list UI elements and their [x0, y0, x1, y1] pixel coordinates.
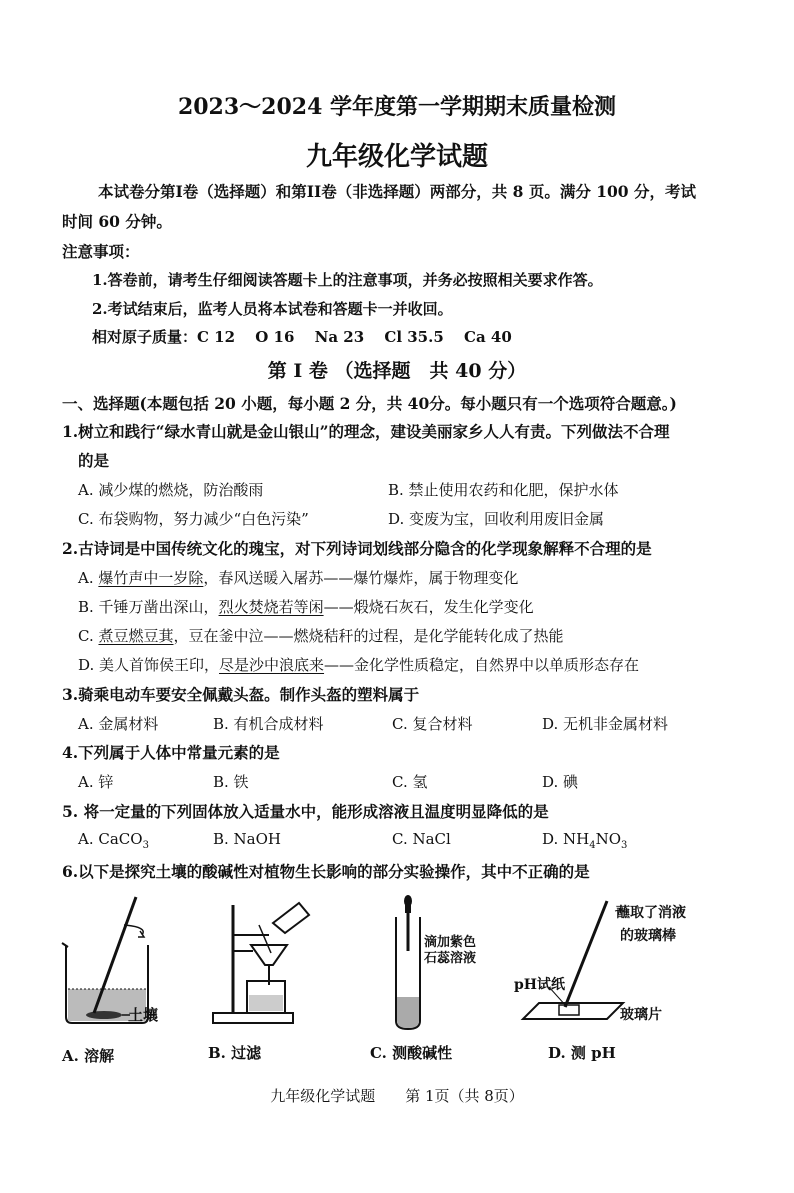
q3-option-c: C. 复合材料: [392, 715, 473, 733]
q2-option-a: [78, 567, 518, 588]
q3-option-a: A. 金属材料: [78, 715, 159, 733]
underlined-verse: 爆竹声中一岁除: [98, 569, 204, 587]
q5-stem: 5. 将一定量的下列固体放入适量水中，能形成溶液且温度明显降低的是: [62, 802, 549, 821]
q5-option-b: [213, 830, 281, 848]
caption-a: A. 溶解: [62, 1047, 115, 1065]
q4-option-c: C. 氢: [392, 773, 428, 791]
glass-slide-label: 玻璃片: [620, 1007, 662, 1023]
rod-label-line-1: 蘸取了消液: [616, 905, 686, 921]
q6-stem: 6.以下是探究土壤的酸碱性对植物生长影响的部分实验操作，其中不正确的是: [62, 862, 590, 881]
option-text: ，豆在釜中泣——燃烧秸秆的过程，是化学能转化成了热能: [173, 627, 564, 645]
q1-option-a: A. 减少煤的燃烧，防治酸雨: [78, 481, 264, 499]
option-prefix: A.: [78, 569, 99, 587]
q3-option-b: B. 有机合成材料: [213, 715, 324, 733]
figure-dissolve: [58, 895, 188, 1035]
q1-stem-line-1: 1.树立和践行“绿水青山就是金山银山”的理念，建设美丽家乡人人有责。下列做法不合理: [62, 422, 670, 441]
option-prefix: D. 美人首饰侯王印，: [78, 656, 220, 674]
q2-option-d: [78, 654, 639, 675]
intro-line-1: 本试卷分第I卷（选择题）和第II卷（非选择题）两部分，共 8 页。满分 100 分，考试: [98, 182, 696, 201]
caption-d: D. 测 pH: [548, 1044, 616, 1062]
dropper-label-line-2: 石蕊溶液: [424, 951, 477, 966]
atomic-mass-line: 相对原子质量：C 12 O 16 Na 23 Cl 35.5 Ca 40: [92, 328, 512, 346]
option-prefix: B. 千锤万凿出深山，: [78, 598, 219, 616]
rod-label-line-2: 的玻璃棒: [620, 928, 676, 944]
q5-option-d: [542, 830, 627, 851]
exam-subtitle: 九年级化学试题: [305, 142, 488, 172]
dropper-label-line-1: 滴加紫色: [424, 935, 477, 950]
option-text: ，春风送暖入屠苏——爆竹爆炸，属于物理变化: [203, 569, 519, 587]
notes-heading: 注意事项：: [62, 242, 140, 261]
q2-option-b: [78, 596, 534, 617]
q4-stem: 4.下列属于人体中常量元素的是: [62, 743, 280, 762]
underlined-verse: 尽是沙中浪底来: [219, 656, 325, 674]
formula-subscript: 4: [589, 840, 596, 851]
q4-option-b: B. 铁: [213, 773, 249, 791]
caption-b: B. 过滤: [208, 1044, 262, 1062]
intro-line-2: 时间 60 分钟。: [62, 212, 172, 231]
formula: B. NaOH: [213, 830, 282, 848]
notes-item-2: 2.考试结束后，监考人员将本试卷和答题卡一并收回。: [92, 300, 453, 318]
formula-subscript: 3: [142, 840, 149, 851]
underlined-verse: 煮豆燃豆萁: [98, 627, 174, 645]
q3-option-d: D. 无机非金属材料: [542, 715, 669, 733]
section-instruction: 一、选择题(本题包括 20 小题，每小题 2 分，共 40分。每小题只有一个选项符合题意。): [62, 394, 677, 413]
soil-label: 土壤: [128, 1006, 159, 1024]
caption-c: C. 测酸碱性: [370, 1044, 453, 1062]
q4-option-d: D. 碘: [542, 773, 579, 791]
q2-stem: 2.古诗词是中国传统文化的瑰宝，对下列诗词划线部分隐含的化学现象解释不合理的是: [62, 539, 652, 558]
formula: NO: [595, 830, 622, 848]
q1-option-d: D. 变废为宝，回收利用废旧金属: [388, 510, 605, 528]
q3-stem: 3.骑乘电动车要安全佩戴头盔。制作头盔的塑料属于: [62, 685, 420, 704]
q4-option-a: A. 锌: [78, 773, 114, 791]
q5-option-c: [392, 830, 451, 848]
figure-filtration: [205, 895, 315, 1030]
formula-subscript: 3: [621, 840, 628, 851]
option-text: ——煅烧石灰石，发生化学变化: [323, 598, 534, 616]
section-title: 第 I 卷 （选择题 共 40 分）: [267, 360, 527, 382]
q5-option-a: [78, 830, 149, 851]
q1-stem-line-2: 的是: [78, 451, 110, 470]
page-footer: 九年级化学试题 第 1页（共 8页）: [270, 1087, 524, 1105]
q2-option-c: [78, 625, 564, 646]
formula: D. NH: [542, 830, 590, 848]
notes-item-1: 1.答卷前，请考生仔细阅读答题卡上的注意事项，并务必按照相关要求作答。: [92, 271, 603, 289]
option-text: ——金化学性质稳定，自然界中以单质形态存在: [324, 656, 640, 674]
formula: A. CaCO: [78, 830, 143, 848]
ph-paper-label: pH试纸: [514, 977, 566, 993]
formula: C. NaCl: [392, 830, 451, 848]
exam-title: 2023～2024 学年度第一学期期末质量检测: [177, 94, 617, 120]
underlined-verse: 烈火焚烧若等闲: [218, 598, 324, 616]
q1-option-c: C. 布袋购物，努力减少“白色污染”: [78, 510, 309, 528]
q1-option-b: B. 禁止使用农药和化肥，保护水体: [388, 481, 619, 499]
option-prefix: C.: [78, 627, 99, 645]
